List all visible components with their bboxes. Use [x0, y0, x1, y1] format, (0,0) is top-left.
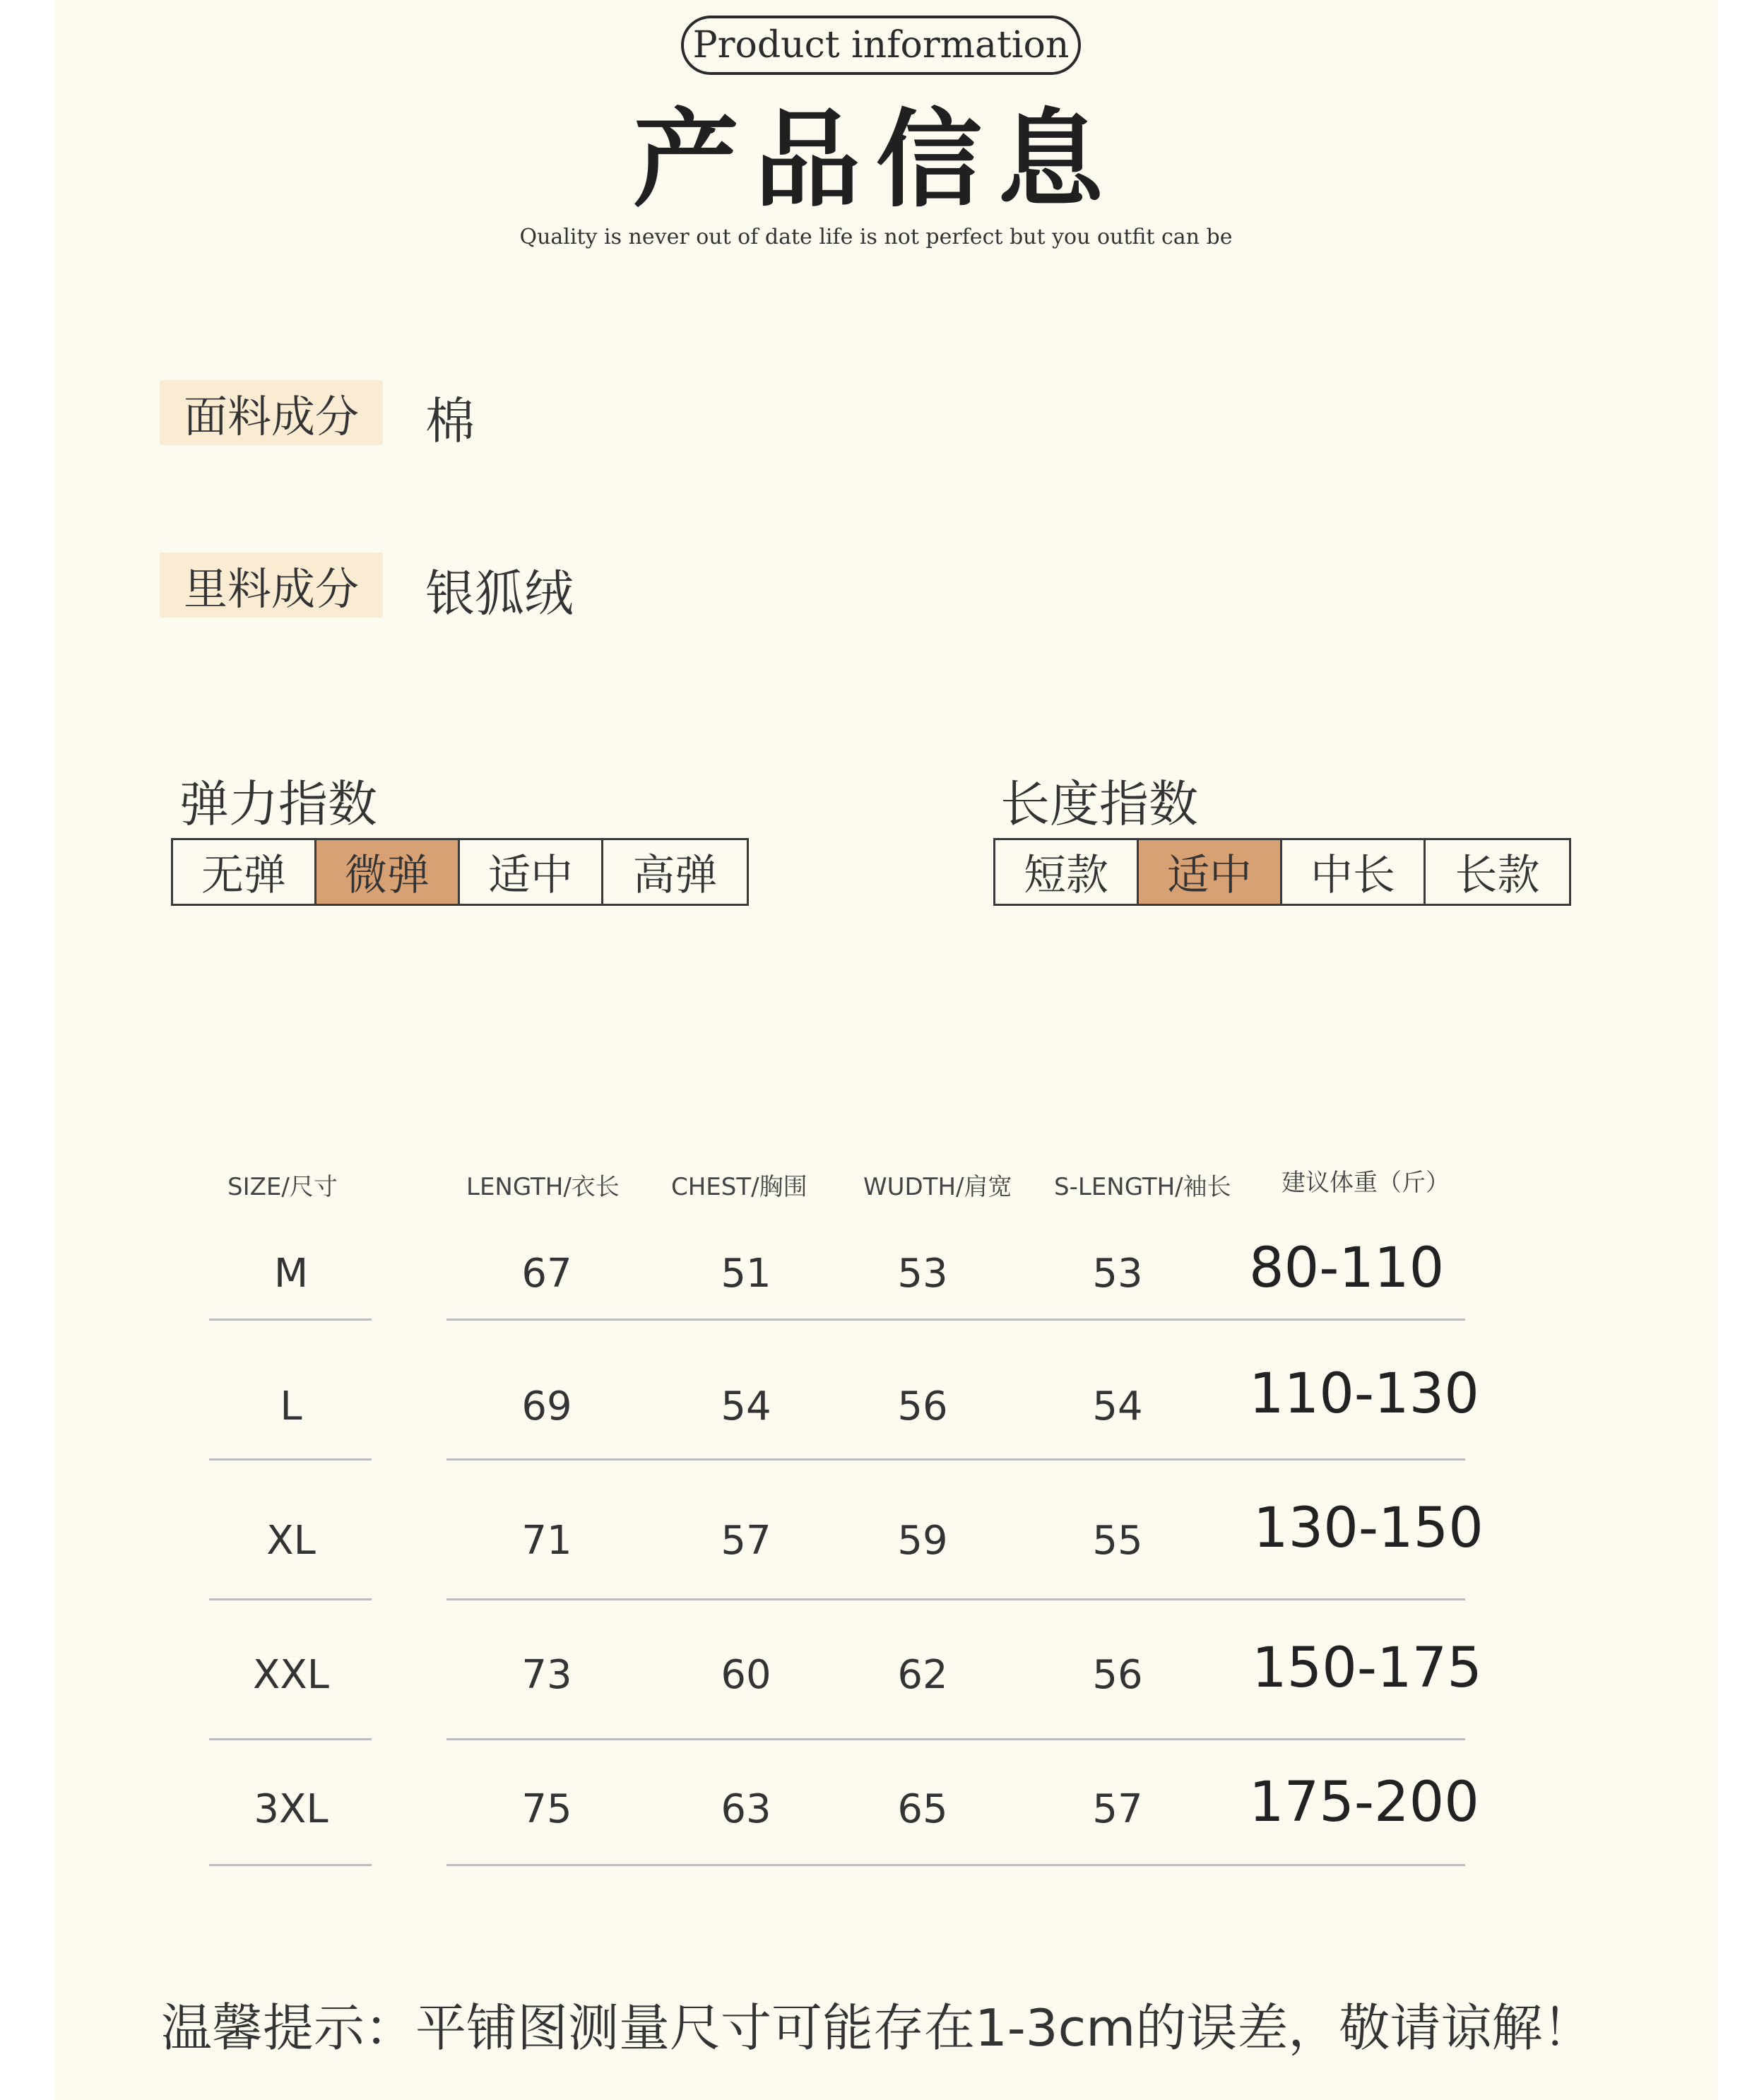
lining-value: 银狐绒: [425, 565, 574, 623]
elasticity-option: 适中: [460, 840, 603, 904]
row-divider: [209, 1458, 372, 1461]
size-cell: XXL: [253, 1652, 329, 1698]
product-information-badge: Product information: [681, 16, 1081, 75]
row-divider: [446, 1864, 1465, 1866]
size-header: SIZE/尺寸: [227, 1173, 338, 1201]
width-cell: 59: [897, 1518, 948, 1564]
length-header: LENGTH/衣长: [466, 1173, 620, 1201]
row-divider: [209, 1864, 372, 1866]
size-cell: M: [273, 1251, 309, 1297]
sleeve-cell: 54: [1092, 1384, 1143, 1429]
length-index-scale: [993, 838, 1571, 906]
elasticity-option: 高弹: [632, 851, 718, 900]
row-divider: [446, 1458, 1465, 1461]
width-cell: 53: [897, 1251, 948, 1297]
row-divider: [209, 1598, 372, 1600]
sleeve-cell: 56: [1092, 1652, 1143, 1698]
lining-label: 里料成分: [160, 553, 383, 618]
length-option: 中长: [1282, 840, 1426, 904]
width-cell: 56: [897, 1384, 948, 1429]
length-cell: 71: [521, 1518, 572, 1564]
elasticity-scale: [171, 838, 749, 906]
length-index-title: 长度指数: [1000, 775, 1198, 833]
size-cell: XL: [266, 1518, 316, 1564]
chest-header: CHEST/胸围: [671, 1173, 807, 1201]
sleeve-cell: 57: [1092, 1786, 1143, 1832]
length-cell: 67: [521, 1251, 572, 1297]
weight-cell: 130-150: [1253, 1497, 1484, 1560]
length-option: 长款: [1455, 851, 1540, 900]
weight-cell: 150-175: [1252, 1636, 1482, 1700]
fabric-value: 棉: [425, 392, 475, 450]
length-cell: 69: [521, 1384, 572, 1429]
tagline: Quality is never out of date life is not perfect but you outfit can be: [519, 225, 1233, 249]
weight-cell: 175-200: [1249, 1771, 1479, 1834]
size-cell: 3XL: [254, 1786, 328, 1832]
sleeve-length-header: S-LENGTH/袖长: [1054, 1173, 1231, 1201]
chest-cell: 51: [721, 1251, 771, 1297]
elasticity-title: 弹力指数: [179, 775, 377, 833]
chest-cell: 54: [721, 1384, 771, 1429]
weight-cell: 80-110: [1249, 1237, 1445, 1300]
length-option: 短款: [995, 840, 1139, 904]
size-cell: L: [280, 1384, 302, 1429]
width-header: WUDTH/肩宽: [863, 1173, 1012, 1201]
weight-cell: 110-130: [1249, 1362, 1479, 1426]
elasticity-option: 无弹: [173, 840, 316, 904]
row-divider: [209, 1319, 372, 1321]
chest-cell: 63: [721, 1786, 771, 1832]
chest-cell: 57: [721, 1518, 771, 1564]
sleeve-cell: 55: [1092, 1518, 1143, 1564]
chest-cell: 60: [721, 1652, 771, 1698]
row-divider: [446, 1738, 1465, 1740]
length-cell: 73: [521, 1652, 572, 1698]
sleeve-cell: 53: [1092, 1251, 1143, 1297]
row-divider: [446, 1598, 1465, 1600]
elasticity-option-selected: 微弹: [316, 840, 460, 904]
length-cell: 75: [521, 1786, 572, 1832]
fabric-label: 面料成分: [160, 380, 383, 445]
page-title: 产品信息: [632, 99, 1119, 222]
width-cell: 65: [897, 1786, 948, 1832]
row-divider: [209, 1738, 372, 1740]
width-cell: 62: [897, 1652, 948, 1698]
row-divider: [446, 1319, 1465, 1321]
weight-header: 建议体重（斤）: [1282, 1169, 1450, 1197]
length-option-selected: 适中: [1139, 840, 1282, 904]
measurement-note: 温馨提示：平铺图测量尺寸可能存在1-3cm的误差，敬请谅解！: [161, 1998, 1594, 2058]
